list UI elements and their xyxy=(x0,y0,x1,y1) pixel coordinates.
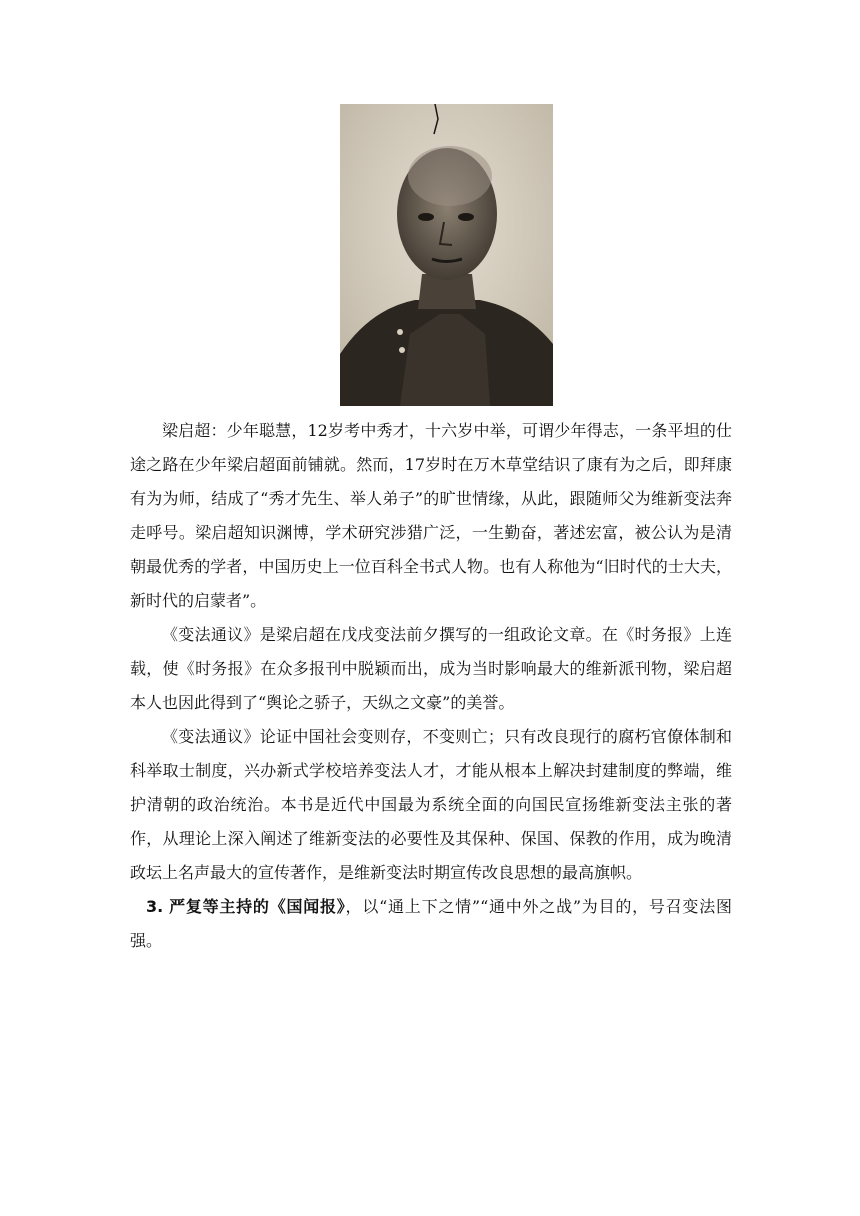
item-number: 3. xyxy=(146,897,164,916)
paragraph-bianfa-tongyi-intro: 《变法通议》是梁启超在戊戌变法前夕撰写的一组政论文章。在《时务报》上连载，使《时务报》在众多报刊中脱颖而出，成为当时影响最大的维新派刊物，梁启超本人也因此得到了“舆论之骄子，天纵之文豪”的美誉。 xyxy=(130,625,732,712)
portrait-photo xyxy=(340,104,553,406)
paragraph-bianfa-tongyi-content: 《变法通议》论证中国社会变则存，不变则亡；只有改良现行的腐朽官僚体制和科举取士制度，兴办新式学校培养变法人才，才能从根本上解决封建制度的弊端，维护清朝的政治统治。本书是近代中国最为系统全面的向国民宣扬维新变法主张的著作，从理论上深入阐述了维新变法的必要性及其保种、保国、保教的作用，成为晚清政坛上名声最大的宣传著作，是维新变法时期宣传改良思想的最高旗帜。 xyxy=(130,727,732,882)
item-bold-heading: 严复等主持的《国闻报》 xyxy=(169,897,346,916)
portrait-image xyxy=(340,104,553,406)
item-rest-text: ，以“通上下之情”“通中外之战”为目的，号召变法图强。 xyxy=(130,897,732,950)
paragraph-liang-qichao-bio: 梁启超：少年聪慧，12岁考中秀才，十六岁中举，可谓少年得志，一条平坦的仕途之路在少年梁启超面前铺就。然而，17岁时在万木草堂结识了康有为之后，即拜康有为为师，结成了“秀才先生、举人弟子”的旷世情缘，从此，跟随师父为维新变法奔走呼号。梁启超知识渊博，学术研究涉猎广泛，一生勤奋，著述宏富，被公认为是清朝最优秀的学者，中国历史上一位百科全书式人物。也有人称他为“旧时代的士大夫，新时代的启蒙者”。 xyxy=(130,421,732,610)
list-item-3 xyxy=(130,890,732,958)
article-text xyxy=(130,414,732,958)
